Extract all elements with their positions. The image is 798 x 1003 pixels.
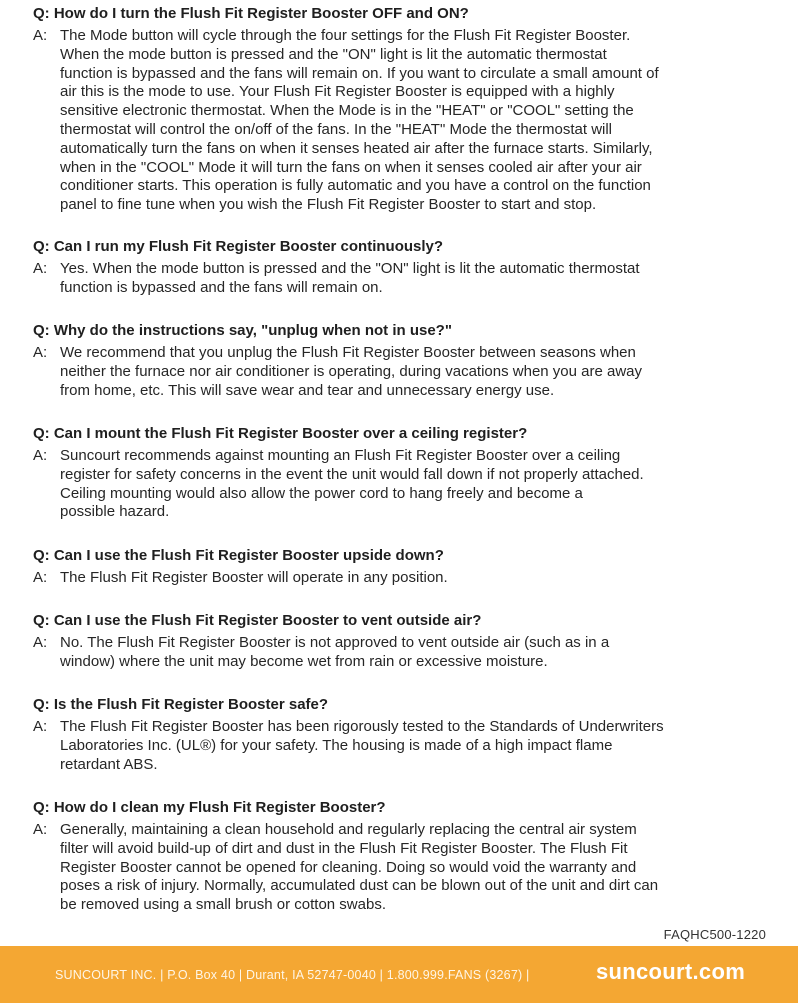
answer-line: No. The Flush Fit Register Booster is not approved to vent outside air (such as in a bbox=[60, 634, 610, 651]
answer-line: panel to fine tune when you wish the Flush Fit Register Booster to start and stop. bbox=[60, 196, 597, 214]
faq-answer bbox=[33, 344, 773, 400]
faq-answer bbox=[33, 260, 773, 298]
faq-item bbox=[33, 546, 773, 588]
answer-label: A: bbox=[33, 447, 48, 464]
footer-bar bbox=[0, 946, 798, 1003]
faq-question: Q: Can I use the Flush Fit Register Booster upside down? bbox=[33, 547, 444, 564]
answer-line: window) where the unit may become wet from rain or excessive moisture. bbox=[60, 652, 548, 670]
faq-answer bbox=[33, 718, 773, 774]
answer-label: A: bbox=[33, 569, 48, 586]
answer-line: be removed using a small brush or cotton swabs. bbox=[60, 896, 386, 914]
answer-line: from home, etc. This will save wear and tear and unnecessary energy use. bbox=[60, 381, 555, 399]
faq-item bbox=[33, 424, 773, 522]
answer-line: neither the furnace nor air conditioner is operating, during vacations when you are away bbox=[60, 362, 643, 380]
footer-website-link[interactable]: suncourt.com bbox=[596, 959, 746, 984]
answer-line: The Mode button will cycle through the four settings for the Flush Fit Register Booster. bbox=[60, 27, 631, 44]
faq-item bbox=[33, 798, 773, 915]
faq-item bbox=[33, 611, 773, 672]
faq-answer bbox=[33, 821, 773, 915]
answer-line: function is bypassed and the fans will remain on. bbox=[60, 278, 383, 296]
faq-question: Q: How do I clean my Flush Fit Register Booster? bbox=[33, 799, 386, 816]
faq-answer bbox=[33, 634, 773, 672]
faq-question: Q: How do I turn the Flush Fit Register Booster OFF and ON? bbox=[33, 5, 469, 22]
faq-item bbox=[33, 237, 773, 298]
answer-line: air this is the mode to use. Your Flush Fit Register Booster is equipped with a highly bbox=[60, 83, 615, 101]
footer-contact-info: SUNCOURT INC. | P.O. Box 40 | Durant, IA 52747-0040 | 1.800.999.FANS (3267) | bbox=[55, 968, 530, 982]
answer-line: Laboratories Inc. (UL®) for your safety. The housing is made of a high impact flame bbox=[60, 736, 613, 754]
faq-item bbox=[33, 321, 773, 400]
answer-label: A: bbox=[33, 718, 48, 735]
faq-question: Q: Can I mount the Flush Fit Register Booster over a ceiling register? bbox=[33, 425, 528, 442]
faq-answer bbox=[33, 447, 773, 522]
answer-label: A: bbox=[33, 260, 48, 277]
faq-answer bbox=[33, 27, 773, 215]
answer-line: automatically turn the fans on when it senses heated air after the furnace starts. Similarly, bbox=[60, 139, 653, 157]
answer-line: When the mode button is pressed and the "ON" light is lit the automatic thermostat bbox=[60, 45, 607, 63]
answer-line: function is bypassed and the fans will remain on. If you want to circulate a small amount of bbox=[60, 64, 659, 82]
answer-label: A: bbox=[33, 27, 48, 44]
faq-question: Q: Why do the instructions say, "unplug when not in use?" bbox=[33, 322, 452, 339]
answer-line: Ceiling mounting would also allow the power cord to hang freely and become a bbox=[60, 484, 583, 502]
answer-line: The Flush Fit Register Booster has been rigorously tested to the Standards of Underwriters bbox=[60, 718, 664, 735]
answer-line: Suncourt recommends against mounting an Flush Fit Register Booster over a ceiling bbox=[60, 447, 621, 464]
answer-line: Yes. When the mode button is pressed and the "ON" light is lit the automatic thermostat bbox=[60, 260, 640, 277]
answer-line: register for safety concerns in the event the unit would fall down if not properly attached. bbox=[60, 465, 644, 483]
document-code: FAQHC500-1220 bbox=[663, 927, 766, 942]
answer-label: A: bbox=[33, 821, 48, 838]
answer-line: The Flush Fit Register Booster will operate in any position. bbox=[60, 569, 448, 586]
faq-answer bbox=[33, 569, 773, 588]
answer-label: A: bbox=[33, 344, 48, 361]
answer-line: We recommend that you unplug the Flush Fit Register Booster between seasons when bbox=[60, 344, 636, 361]
answer-label: A: bbox=[33, 634, 48, 651]
answer-line: thermostat will control the on/off of the fans. In the "HEAT" Mode the thermostat will bbox=[60, 120, 613, 138]
answer-line: poses a risk of injury. Normally, accumulated dust can be blown out of the unit and dirt can bbox=[60, 877, 659, 895]
answer-line: retardant ABS. bbox=[60, 755, 158, 773]
answer-line: Generally, maintaining a clean household and regularly replacing the central air system bbox=[60, 821, 637, 838]
answer-line: filter will avoid build-up of dirt and dust in the Flush Fit Register Booster. The Flush Fit bbox=[60, 839, 628, 857]
faq-item bbox=[33, 695, 773, 774]
faq-item bbox=[33, 4, 773, 215]
faq-question: Q: Is the Flush Fit Register Booster safe? bbox=[33, 696, 329, 713]
answer-line: possible hazard. bbox=[60, 503, 170, 521]
answer-line: when in the "COOL" Mode it will turn the fans on when it senses cooled air after your air bbox=[60, 158, 642, 176]
faq-question: Q: Can I run my Flush Fit Register Booster continuously? bbox=[33, 238, 444, 255]
answer-line: Register Booster cannot be opened for cleaning. Doing so would void the warranty and bbox=[60, 858, 637, 876]
answer-line: conditioner starts. This operation is fully automatic and you have a control on the function bbox=[60, 177, 651, 195]
faq-question: Q: Can I use the Flush Fit Register Booster to vent outside air? bbox=[33, 612, 482, 629]
answer-line: sensitive electronic thermostat. When the Mode is in the "HEAT" or "COOL" setting the bbox=[60, 102, 634, 120]
